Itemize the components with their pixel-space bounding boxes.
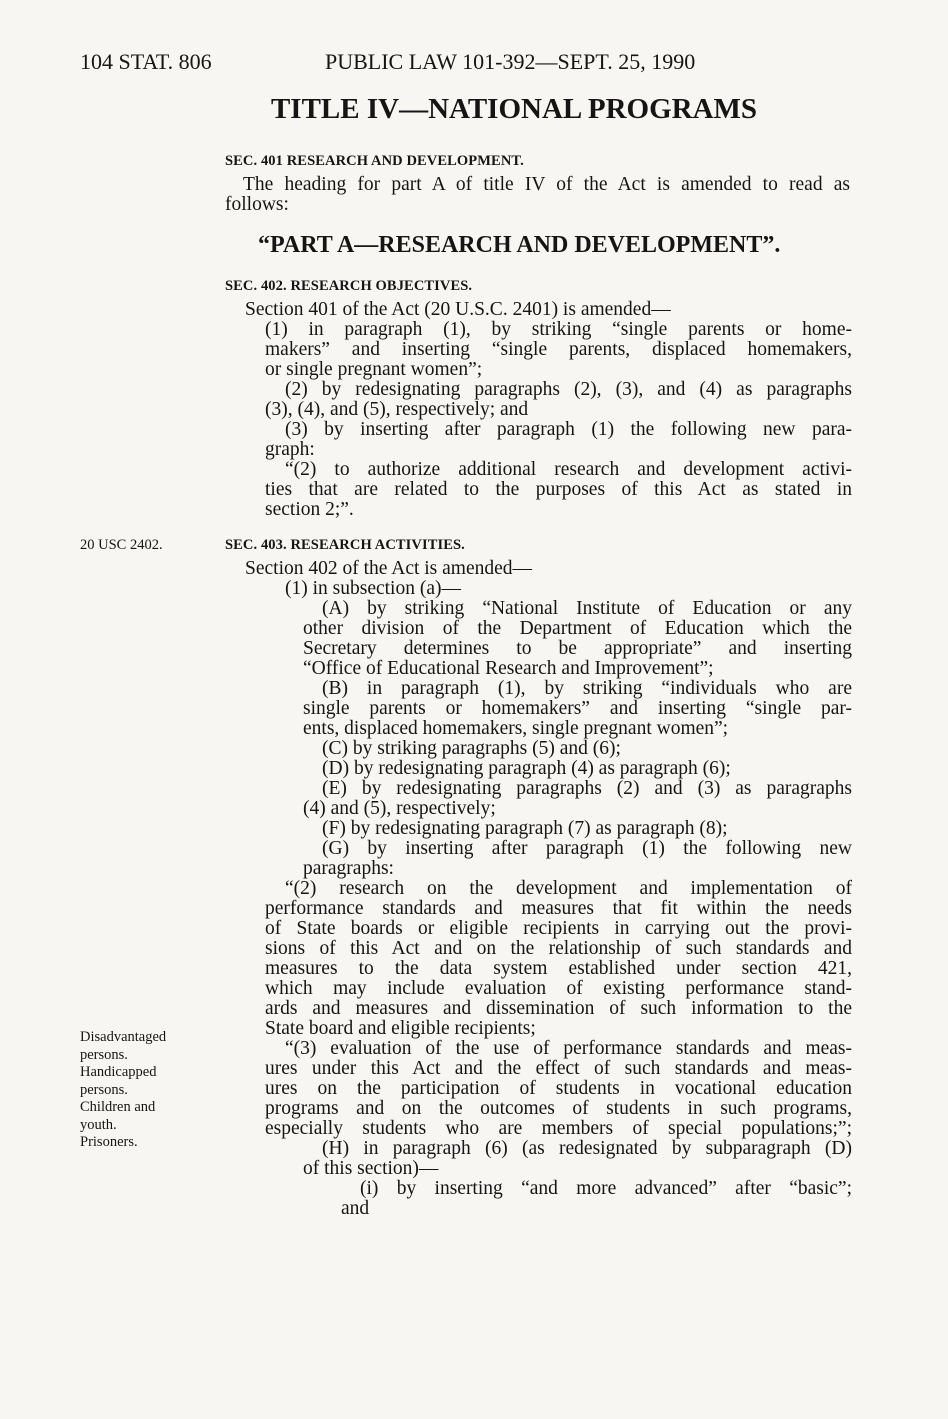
sec-403-line: ures under this Act and the effect of such standards and meas- [265,1058,852,1079]
sec-403-line: other division of the Department of Education which the [303,618,852,639]
sec-403-line: sions of this Act and on the relationship of such standards and [265,938,852,959]
sec-403-line: (E) by redesignating paragraphs (2) and (3) as paragraphs [322,778,852,799]
sec-402-line: section 2;”. [265,499,354,520]
sec-402-line: Section 401 of the Act (20 U.S.C. 2401) is amended— [245,299,671,320]
sec-403-line: of State boards or eligible recipients in carrying out the provi- [265,918,852,939]
sec-401-line-1: The heading for part A of title IV of the Act is amended to read as [243,174,850,195]
sec-403-line: (F) by redesignating paragraph (7) as paragraph (8); [322,818,728,839]
page-stat-number: 104 STAT. 806 [80,49,212,74]
sec-403-line: (A) by striking “National Institute of Education or any [322,598,852,619]
sec-402-line: (3), (4), and (5), respectively; and [265,399,529,420]
sec-403-line: programs and on the outcomes of students in such programs, [265,1098,852,1119]
sec-402-heading: SEC. 402. RESEARCH OBJECTIVES. [225,278,473,294]
sec-403-line: (i) by inserting “and more advanced” after “basic”; [360,1178,852,1199]
sec-403-line: ards and measures and dissemination of such information to the [265,998,852,1019]
sec-403-line: “Office of Educational Research and Improvement”; [303,658,714,679]
sec-403-line: State board and eligible recipients; [265,1018,536,1039]
sec-403-line: (H) in paragraph (6) (as redesignated by subparagraph (D) [322,1138,852,1159]
side-note-handicapped: Handicapped persons. [80,1064,157,1098]
sec-403-line: (C) by striking paragraphs (5) and (6); [322,738,621,759]
sec-403-line: (D) by redesignating paragraph (4) as paragraph (6); [322,758,731,779]
sec-403-line: Secretary determines to be appropriate” and inserting [303,638,852,659]
sec-402-line: “(2) to authorize additional research and development activi- [285,459,852,480]
sec-403-line: performance standards and measures that fit within the needs [265,898,852,919]
sec-403-heading: SEC. 403. RESEARCH ACTIVITIES. [225,537,465,553]
margin-note-usc: 20 USC 2402. [80,537,163,553]
sec-402-line: (3) by inserting after paragraph (1) the following new para- [285,419,852,440]
public-law-header: PUBLIC LAW 101-392—SEPT. 25, 1990 [325,49,696,74]
sec-402-line: or single pregnant women”; [265,359,483,380]
sec-403-line: especially students who are members of special populations;”; [265,1118,852,1139]
sec-403-line: “(3) evaluation of the use of performance standards and meas- [285,1038,852,1059]
sec-403-line: “(2) research on the development and implementation of [285,878,852,899]
sec-402-line: makers” and inserting “single parents, displaced homemakers, [265,339,852,360]
side-note-prisoners: Prisoners. [80,1134,138,1150]
sec-403-line: (1) in subsection (a)— [285,578,461,599]
sec-403-line: of this section)— [303,1158,439,1179]
sec-402-line: ties that are related to the purposes of this Act as stated in [265,479,852,500]
sec-402-line: graph: [265,439,315,460]
part-a-heading: “PART A—RESEARCH AND DEVELOPMENT”. [258,232,781,258]
sec-403-line: ures on the participation of students in vocational education [265,1078,852,1099]
sec-403-line: (4) and (5), respectively; [303,798,496,819]
title-heading: TITLE IV—NATIONAL PROGRAMS [270,93,758,125]
sec-403-line: paragraphs: [303,858,394,879]
sec-403-line: (B) in paragraph (1), by striking “individuals who are [322,678,852,699]
sec-403-line: (G) by inserting after paragraph (1) the following new [322,838,852,859]
side-note-children: Children and youth. [80,1099,156,1133]
sec-403-line: which may include evaluation of existing performance stand- [265,978,852,999]
sec-401-line-2: follows: [225,194,289,215]
sec-403-line: measures to the data system established under section 421, [265,958,852,979]
sec-402-line: (1) in paragraph (1), by striking “single parents or home- [265,319,852,340]
sec-401-heading: SEC. 401 RESEARCH AND DEVELOPMENT. [225,153,524,169]
side-note-disadvantaged: Disadvantaged persons. [80,1029,167,1063]
sec-402-line: (2) by redesignating paragraphs (2), (3), and (4) as paragraphs [285,379,852,400]
sec-403-line: single parents or homemakers” and inserting “single par- [303,698,852,719]
sec-403-line: and [341,1198,370,1219]
sec-403-line: Section 402 of the Act is amended— [245,558,533,579]
sec-403-line: ents, displaced homemakers, single pregnant women”; [303,718,729,739]
